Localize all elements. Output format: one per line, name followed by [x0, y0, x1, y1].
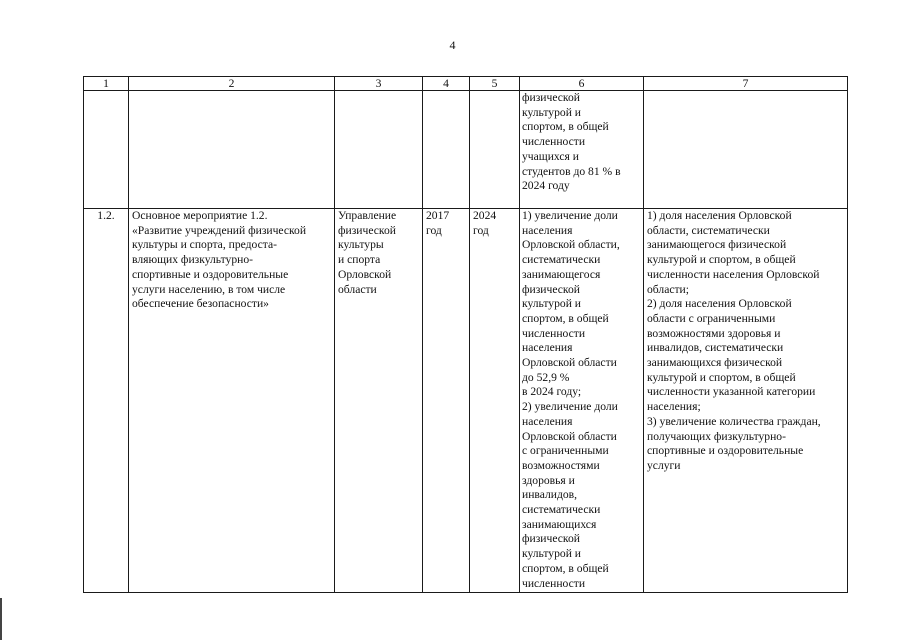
page-number: 4: [449, 38, 456, 52]
cell-executor: Управление физической культуры и спорта Орловской области: [335, 209, 423, 593]
scan-edge-mark: [0, 598, 2, 640]
cell-executor: [335, 91, 423, 209]
cell-result: 1) увеличение доли населения Орловской области, систематически занимающегося физической культурой и спортом, в общей численности населения Орловской области до 52,9 % в 2024 году; 2) увеличение доли населения Орловской области с ограниченными возможностями здоровья и инвалидов, систематически занимающихся физической культурой и спортом, в общей численности: [520, 209, 644, 593]
header-col-5: 5: [470, 77, 520, 91]
cell-activity: Основное мероприятие 1.2. «Развитие учреждений физической культуры и спорта, предоста- вляющих физкультурно- спортивные и оздоровительные услуги населению, в том числе обеспечение безопасности»: [129, 209, 335, 593]
cell-start: [423, 91, 470, 209]
cell-indicators: [644, 91, 848, 209]
header-col-4: 4: [423, 77, 470, 91]
cell-result: физической культурой и спортом, в общей численности учащихся и студентов до 81 % в 2024 году: [520, 91, 644, 209]
cell-number: [84, 91, 129, 209]
cell-number: 1.2.: [84, 209, 129, 593]
header-col-6: 6: [520, 77, 644, 91]
cell-end: [470, 91, 520, 209]
cell-end-year: 2024 год: [470, 209, 520, 593]
cell-activity: [129, 91, 335, 209]
header-col-3: 3: [335, 77, 423, 91]
header-col-1: 1: [84, 77, 129, 91]
header-col-2: 2: [129, 77, 335, 91]
header-col-7: 7: [644, 77, 848, 91]
program-table: [83, 76, 848, 593]
cell-indicators: 1) доля населения Орловской области, систематически занимающегося физической культурой и спортом, в общей численности населения Орловской области; 2) доля населения Орловской области с ограниченными возможностями здоровья и инвалидов, систематически занимающихся физической культурой и спортом, в общей численности указанной категории населения; 3) увеличение количества граждан, получающих физкультурно- спортивные и оздоровительные услуги: [644, 209, 848, 593]
header-row: [84, 77, 848, 91]
table-row-continuation: [84, 91, 848, 209]
cell-start-year: 2017 год: [423, 209, 470, 593]
table-row-1-2: [84, 209, 848, 593]
